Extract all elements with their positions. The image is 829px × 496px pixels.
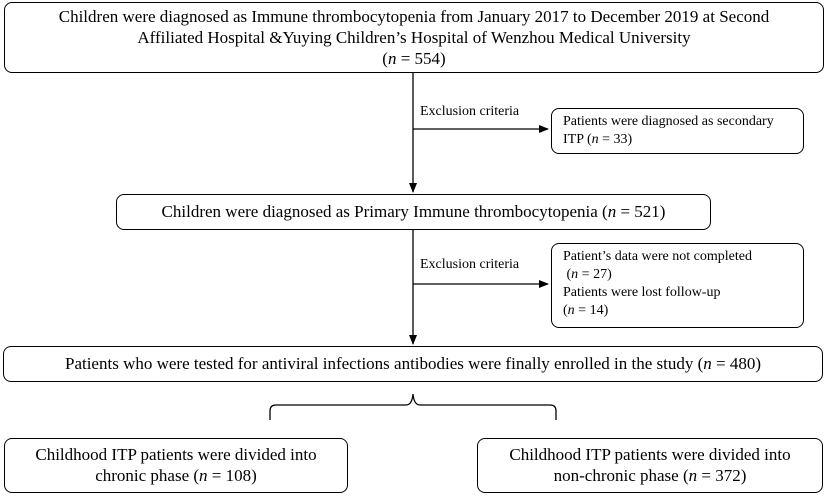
- box-chronic-count: chronic phase (n = 108): [95, 466, 257, 485]
- box-primary-itp: Children were diagnosed as Primary Immune thrombocytopenia (n = 521): [116, 194, 711, 230]
- box-incomplete-count-1: (n = 27): [563, 267, 612, 282]
- exclusion-criteria-label-1: Exclusion criteria: [420, 104, 520, 119]
- box-nonchronic-line-1: Childhood ITP patients were divided into: [509, 445, 791, 464]
- box-incomplete-line-3: Patients were lost follow-up: [563, 285, 721, 300]
- box-chronic-line-1: Childhood ITP patients were divided into: [35, 445, 317, 464]
- box-all-itp-line-1: Children were diagnosed as Immune thrombocytopenia from January 2017 to December 2019 at Second: [58, 7, 770, 26]
- box-non-chronic-phase: [477, 438, 823, 493]
- box-excluded-incomplete-lost: [551, 243, 804, 328]
- box-enrolled-patients: Patients who were tested for antiviral infections antibodies were finally enrolled in the study (n = 480): [3, 346, 823, 382]
- box-all-itp-line-2: Affiliated Hospital &Yuying Children’s Hospital of Wenzhou Medical University: [137, 28, 691, 47]
- box-all-itp-count: (n = 554): [382, 49, 446, 68]
- box-nonchronic-count: non-chronic phase (n = 372): [553, 466, 747, 485]
- box-secondary-itp: [551, 108, 804, 154]
- box-incomplete-line-1: Patient’s data were not completed: [563, 249, 752, 264]
- box-secondary-line-1: Patients were diagnosed as secondary: [563, 114, 774, 129]
- box-chronic-phase: [4, 438, 348, 493]
- box-incomplete-count-2: (n = 14): [563, 303, 609, 318]
- exclusion-criteria-label-2: Exclusion criteria: [420, 257, 520, 272]
- box-all-itp-children: [4, 2, 824, 73]
- split-brace: [270, 394, 556, 420]
- box-secondary-count: ITP (n = 33): [563, 132, 633, 147]
